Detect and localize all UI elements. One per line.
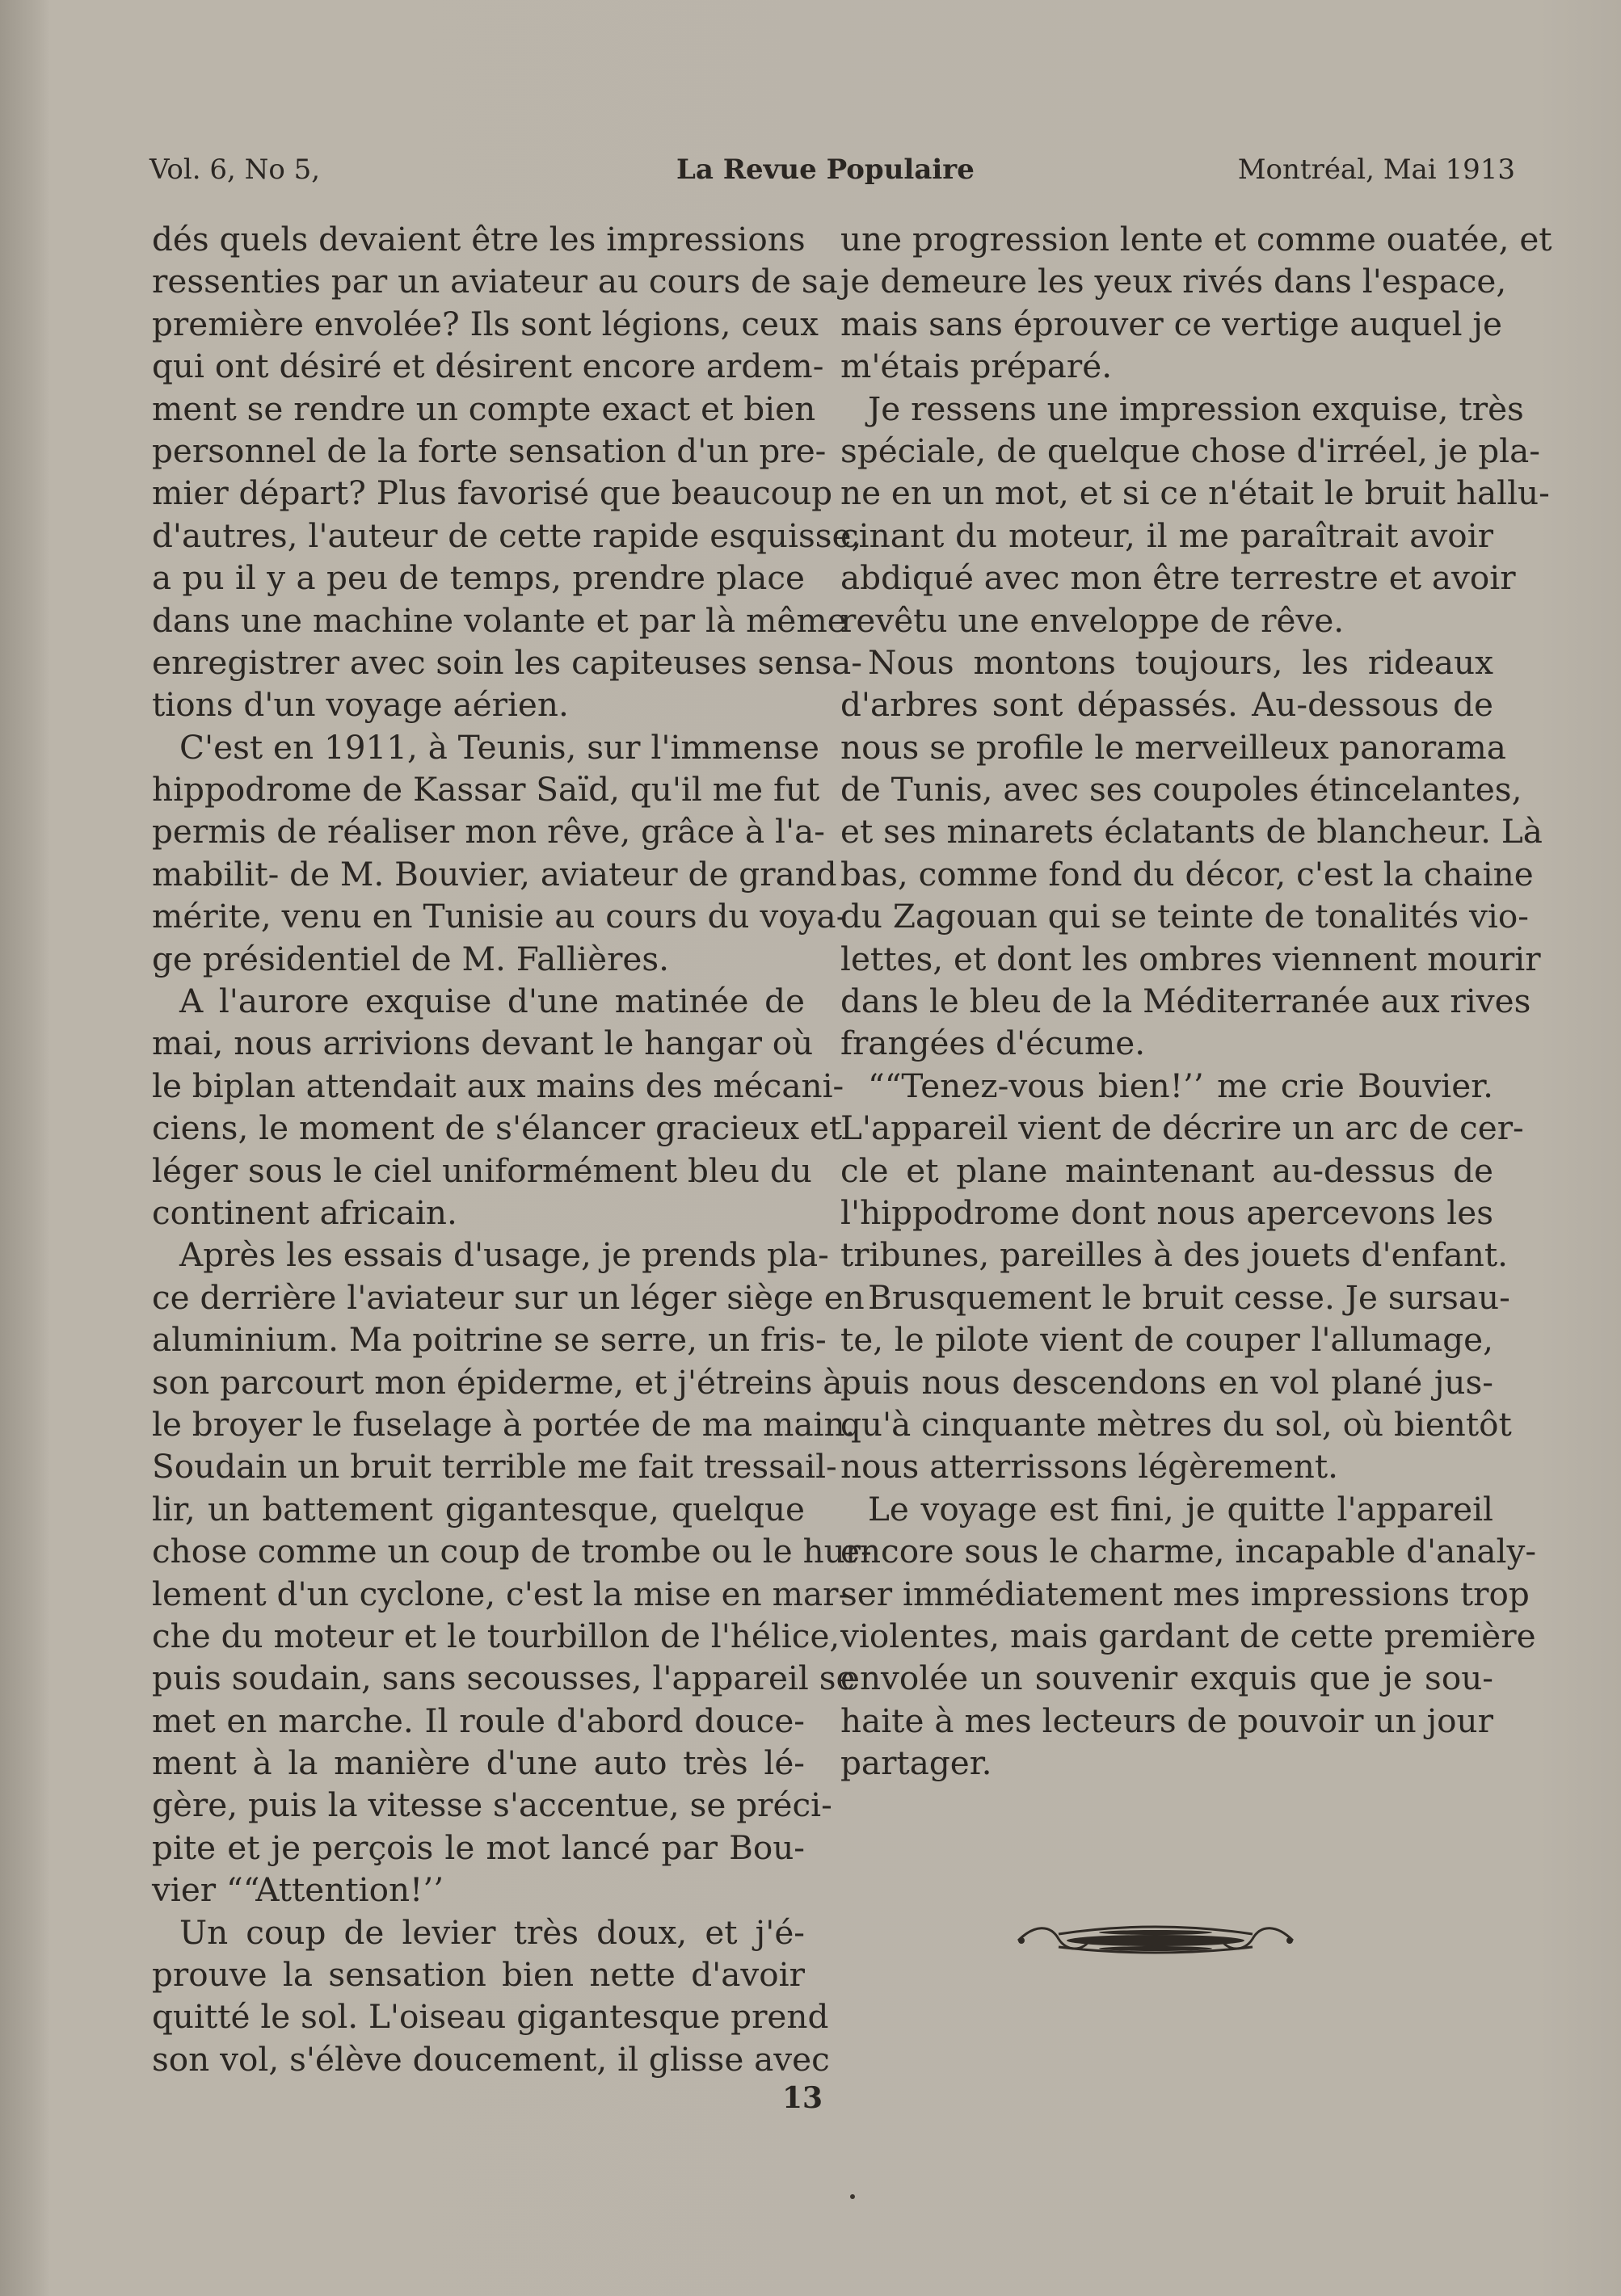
header-journal-title: La Revue Populaire (676, 153, 975, 186)
text-line: vier ““Attention!’’ (152, 1870, 444, 1910)
text-line: léger sous le ciel uniformément bleu du (152, 1150, 812, 1190)
text-line: chose comme un coup de trombe ou le hur- (152, 1532, 872, 1571)
text-line: enregistrer avec soin les capiteuses sensa- (152, 642, 862, 682)
text-line: mais sans éprouver ce vertige auquel je (840, 304, 1502, 343)
text-line: permis de réaliser mon rêve, grâce à l'a- (152, 812, 825, 852)
text-line: tions d'un voyage aérien. (152, 685, 569, 725)
text-line: continent africain. (152, 1192, 457, 1232)
text-line: ““Tenez-vous bien!’’ me crie Bouvier. (868, 1066, 1493, 1105)
text-line: d'arbres sont dépassés. Au-dessous de (840, 685, 1493, 725)
text-line: dans une machine volante et par là même (152, 600, 847, 640)
text-line: hippodrome de Kassar Saïd, qu'il me fut (152, 770, 820, 809)
text-column-right (840, 218, 1552, 1784)
text-line: je demeure les yeux rivés dans l'espace, (840, 262, 1507, 301)
text-line: ne en un mot, et si ce n'était le bruit hallu- (840, 473, 1550, 513)
text-line: et ses minarets éclatants de blancheur. Là (840, 812, 1543, 852)
text-line: quitté le sol. L'oiseau gigantesque prend (152, 1997, 829, 2037)
text-line: ce derrière l'aviateur sur un léger siège en (152, 1277, 865, 1317)
text-line: te, le pilote vient de couper l'allumage, (840, 1320, 1493, 1360)
text-line: prouve la sensation bien nette d'avoir (152, 1955, 805, 1995)
text-line: tribunes, pareilles à des jouets d'enfant. (840, 1235, 1509, 1275)
text-line: lir, un battement gigantesque, quelque (152, 1489, 805, 1529)
text-line: lettes, et dont les ombres viennent mourir (840, 939, 1541, 978)
text-line: a pu il y a peu de temps, prendre place (152, 558, 805, 598)
text-line: qu'à cinquante mètres du sol, où bientôt (840, 1404, 1512, 1444)
text-line: gère, puis la vitesse s'accentue, se préci- (152, 1785, 832, 1825)
text-line: l'hippodrome dont nous apercevons les (840, 1192, 1493, 1232)
page-binding-shadow (0, 0, 50, 2296)
text-line: cle et plane maintenant au-dessus de (840, 1150, 1493, 1190)
text-line: nous atterrissons légèrement. (840, 1447, 1338, 1487)
text-line: dans le bleu de la Méditerranée aux rives (840, 982, 1531, 1021)
text-line: d'autres, l'auteur de cette rapide esquisse, (152, 515, 862, 555)
text-line: de Tunis, avec ses coupoles étincelantes, (840, 770, 1522, 809)
text-line: aluminium. Ma poitrine se serre, un fris- (152, 1320, 827, 1360)
text-line: bas, comme fond du décor, c'est la chaine (840, 854, 1534, 894)
text-line: ser immédiatement mes impressions trop (840, 1574, 1530, 1613)
text-line: cinant du moteur, il me paraîtrait avoir (840, 515, 1493, 555)
text-line: le biplan attendait aux mains des mécani- (152, 1066, 844, 1105)
text-line: puis soudain, sans secousses, l'appareil se (152, 1659, 856, 1698)
text-column-left (152, 218, 872, 2080)
text-line: revêtu une enveloppe de rêve. (840, 600, 1345, 640)
text-line: mier départ? Plus favorisé que beaucoup (152, 473, 833, 513)
text-line: ment à la manière d'une auto très lé- (152, 1743, 805, 1783)
text-line: envolée un souvenir exquis que je sou- (840, 1659, 1493, 1698)
text-line: Un coup de levier très doux, et j'é- (179, 1912, 805, 1952)
header-volume: Vol. 6, No 5, (149, 153, 321, 186)
text-line: première envolée? Ils sont légions, ceux (152, 304, 819, 343)
text-line: haite à mes lecteurs de pouvoir un jour (840, 1701, 1493, 1740)
text-line: puis nous descendons en vol plané jus- (840, 1362, 1493, 1402)
text-line: ressenties par un aviateur au cours de sa (152, 262, 838, 301)
text-line: Le voyage est fini, je quitte l'appareil (868, 1489, 1493, 1529)
running-header (149, 152, 1515, 191)
text-line: m'étais préparé. (840, 347, 1113, 386)
text-line: Soudain un bruit terrible me fait tressail- (152, 1447, 837, 1487)
text-line: frangées d'écume. (840, 1024, 1146, 1063)
text-line: met en marche. Il roule d'abord douce- (152, 1701, 805, 1740)
text-line: ciens, le moment de s'élancer gracieux et (152, 1108, 843, 1148)
text-line: une progression lente et comme ouatée, et (840, 220, 1552, 259)
text-line: personnel de la forte sensation d'un pre- (152, 431, 827, 470)
text-line: A l'aurore exquise d'une matinée de (179, 982, 805, 1021)
print-speck (850, 2194, 855, 2199)
text-line: le broyer le fuselage à portée de ma main. (152, 1404, 856, 1444)
text-line: encore sous le charme, incapable d'analy- (840, 1532, 1537, 1571)
text-line: du Zagouan qui se teinte de tonalités vio- (840, 897, 1529, 936)
text-line: mabilit- de M. Bouvier, aviateur de grand (152, 854, 837, 894)
text-line: mai, nous arrivions devant le hangar où (152, 1024, 814, 1063)
text-line: son parcourt mon épiderme, et j'étreins à (152, 1362, 843, 1402)
text-line: ge présidentiel de M. Fallières. (152, 939, 670, 978)
text-line: lement d'un cyclone, c'est la mise en mar- (152, 1574, 850, 1613)
scroll-ornament-icon (1010, 1916, 1301, 1960)
text-line: partager. (840, 1743, 992, 1783)
text-line: che du moteur et le tourbillon de l'hélice, (152, 1616, 840, 1655)
text-line: son vol, s'élève doucement, il glisse avec (152, 2039, 830, 2079)
text-line: Je ressens une impression exquise, très (868, 389, 1524, 428)
text-line: Brusquement le bruit cesse. Je sursau- (868, 1277, 1510, 1317)
text-line: Nous montons toujours, les rideaux (868, 642, 1493, 682)
text-line: Après les essais d'usage, je prends pla- (179, 1235, 829, 1275)
text-line: ment se rendre un compte exact et bien (152, 389, 816, 428)
text-line: violentes, mais gardant de cette première (840, 1616, 1536, 1655)
text-line: dés quels devaient être les impressions (152, 220, 806, 259)
text-line: L'appareil vient de décrire un arc de cer- (840, 1108, 1524, 1148)
text-line: C'est en 1911, à Teunis, sur l'immense (179, 727, 820, 767)
text-line: pite et je perçois le mot lancé par Bou- (152, 1827, 805, 1867)
text-line: nous se profile le merveilleux panorama (840, 727, 1506, 767)
text-line: mérite, venu en Tunisie au cours du voya- (152, 897, 848, 936)
text-line: abdiqué avec mon être terrestre et avoir (840, 558, 1516, 598)
text-line: spéciale, de quelque chose d'irréel, je pla- (840, 431, 1540, 470)
text-line: qui ont désiré et désirent encore ardem- (152, 347, 824, 386)
header-place-date: Montréal, Mai 1913 (1237, 153, 1515, 186)
page-number: 13 (782, 2081, 823, 2115)
